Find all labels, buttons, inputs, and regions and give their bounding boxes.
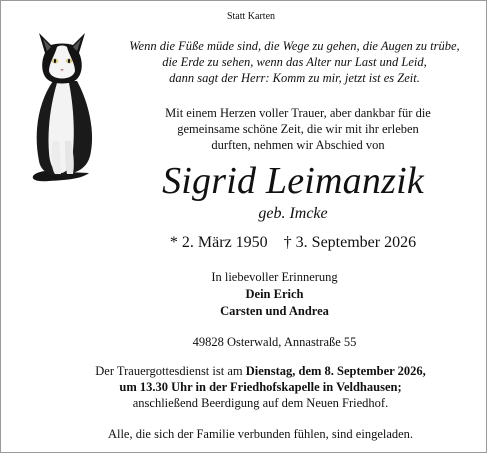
intro-line-2: gemeinsame schöne Zeit, die wir mit ihr erleben	[177, 122, 419, 136]
intro-line-1: Mit einem Herzen voller Trauer, aber dankbar für die	[165, 106, 431, 120]
service-line-2: um 13.30 Uhr in der Friedhofskapelle in Veldhausen;	[119, 380, 402, 394]
birth-date: * 2. März 1950	[169, 234, 268, 251]
address: 49828 Osterwald, Annastraße 55	[192, 335, 357, 349]
closing-text: Alle, die sich der Familie verbunden fühlen, sind eingeladen.	[107, 427, 414, 441]
life-dates	[91, 234, 487, 252]
birth-name: geb. Imcke	[258, 205, 328, 222]
poem-line-1: Wenn die Füße müde sind, die Wege zu gehen, die Augen zu trübe,	[129, 39, 460, 53]
mourners-intro: In liebevoller Erinnerung	[211, 270, 338, 284]
statt-karten-label: Statt Karten	[226, 11, 276, 22]
mourner-line-2: Carsten und Andrea	[220, 304, 329, 318]
poem-line-2: die Erde zu sehen, wenn das Alter nur Last und Leid,	[162, 55, 427, 69]
poem-line-3: dann sagt der Herr: Komm zu mir, jetzt ist es Zeit.	[169, 71, 420, 85]
intro-line-3: durften, nehmen wir Abschied von	[211, 138, 385, 152]
mourner-line-1: Dein Erich	[245, 287, 304, 301]
cat-image	[23, 23, 103, 183]
death-date: † 3. September 2026	[283, 234, 417, 251]
deceased-name: Sigrid Leimanzik	[162, 160, 424, 202]
service-line-1	[33, 363, 487, 379]
service-prefix: Der Trauergottesdienst ist am	[95, 364, 246, 378]
service-line-3: anschließend Beerdigung auf dem Neuen Friedhof.	[132, 396, 389, 410]
service-date: Dienstag, dem 8. September 2026,	[245, 364, 426, 378]
